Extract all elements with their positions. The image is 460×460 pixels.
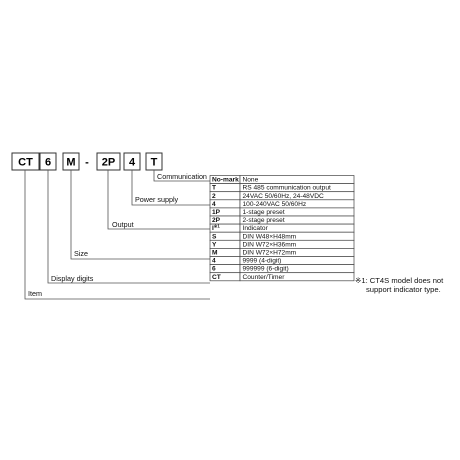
option-description: 100-240VAC 50/60Hz [242, 200, 307, 208]
option-code: 1P [212, 209, 221, 216]
category-label-output: Output [112, 220, 134, 229]
code-text-output: 2P [101, 156, 116, 169]
option-description: 1-stage preset [242, 209, 285, 216]
option-description: 2-stage preset [242, 217, 285, 225]
category-label-display-digits: Display digits [51, 274, 94, 283]
footnote-line-2: support indicator type. [366, 285, 441, 294]
option-description: Indicator [242, 225, 268, 233]
option-description: None [242, 176, 259, 184]
option-code: 4 [212, 200, 216, 208]
code-text-power: 4 [128, 156, 136, 169]
option-row [210, 176, 354, 184]
option-row [210, 257, 354, 265]
option-code: 2 [212, 192, 216, 200]
option-code: 6 [212, 265, 216, 273]
option-description: 999999 (6-digit) [242, 265, 289, 273]
option-table [210, 176, 354, 281]
option-code: 2P [212, 217, 221, 225]
option-row [210, 240, 354, 248]
footnote [355, 276, 444, 294]
option-code: CT [212, 273, 221, 281]
category-label-size: Size [74, 249, 88, 258]
option-row [210, 232, 354, 240]
option-description: DIN W72×H72mm [242, 249, 297, 257]
option-description: 9999 (4-digit) [242, 257, 282, 265]
option-description: DIN W48×H48mm [242, 233, 297, 241]
category-label-item: Item [28, 289, 42, 298]
footnote-line-1: ※1: CT4S model does not [355, 276, 444, 285]
option-code: Y [212, 241, 217, 249]
category-label-communication: Communication [157, 172, 207, 181]
option-description: 24VAC 50/60Hz, 24-48VDC [242, 192, 324, 200]
option-code: No-mark [212, 176, 239, 184]
code-text-digits: 6 [44, 156, 52, 169]
option-code: T [212, 184, 217, 192]
option-code: 4 [212, 257, 216, 265]
option-row [210, 248, 354, 256]
option-description: Counter/Timer [242, 273, 285, 281]
option-description: DIN W72×H36mm [242, 241, 297, 249]
option-row [210, 208, 354, 216]
option-code: S [212, 233, 217, 241]
option-code: M [212, 249, 218, 257]
connector-size [71, 170, 210, 259]
code-text-communication: T [150, 156, 158, 169]
option-code-text: I [212, 225, 214, 233]
code-separator: - [85, 156, 89, 169]
option-row [210, 273, 354, 281]
option-row [210, 224, 354, 233]
option-row [210, 192, 354, 200]
code-text-size: M [66, 156, 76, 169]
category-label-power-supply: Power supply [135, 195, 179, 204]
option-code-footnote-mark: ※1 [213, 223, 220, 229]
category-labels [28, 172, 207, 298]
option-row [210, 200, 354, 208]
model-code-boxes [12, 153, 162, 170]
option-row [210, 216, 354, 224]
code-text-item: CT [18, 156, 33, 169]
option-row [210, 265, 354, 273]
option-row [210, 184, 354, 192]
option-description: RS 485 communication output [242, 184, 331, 192]
